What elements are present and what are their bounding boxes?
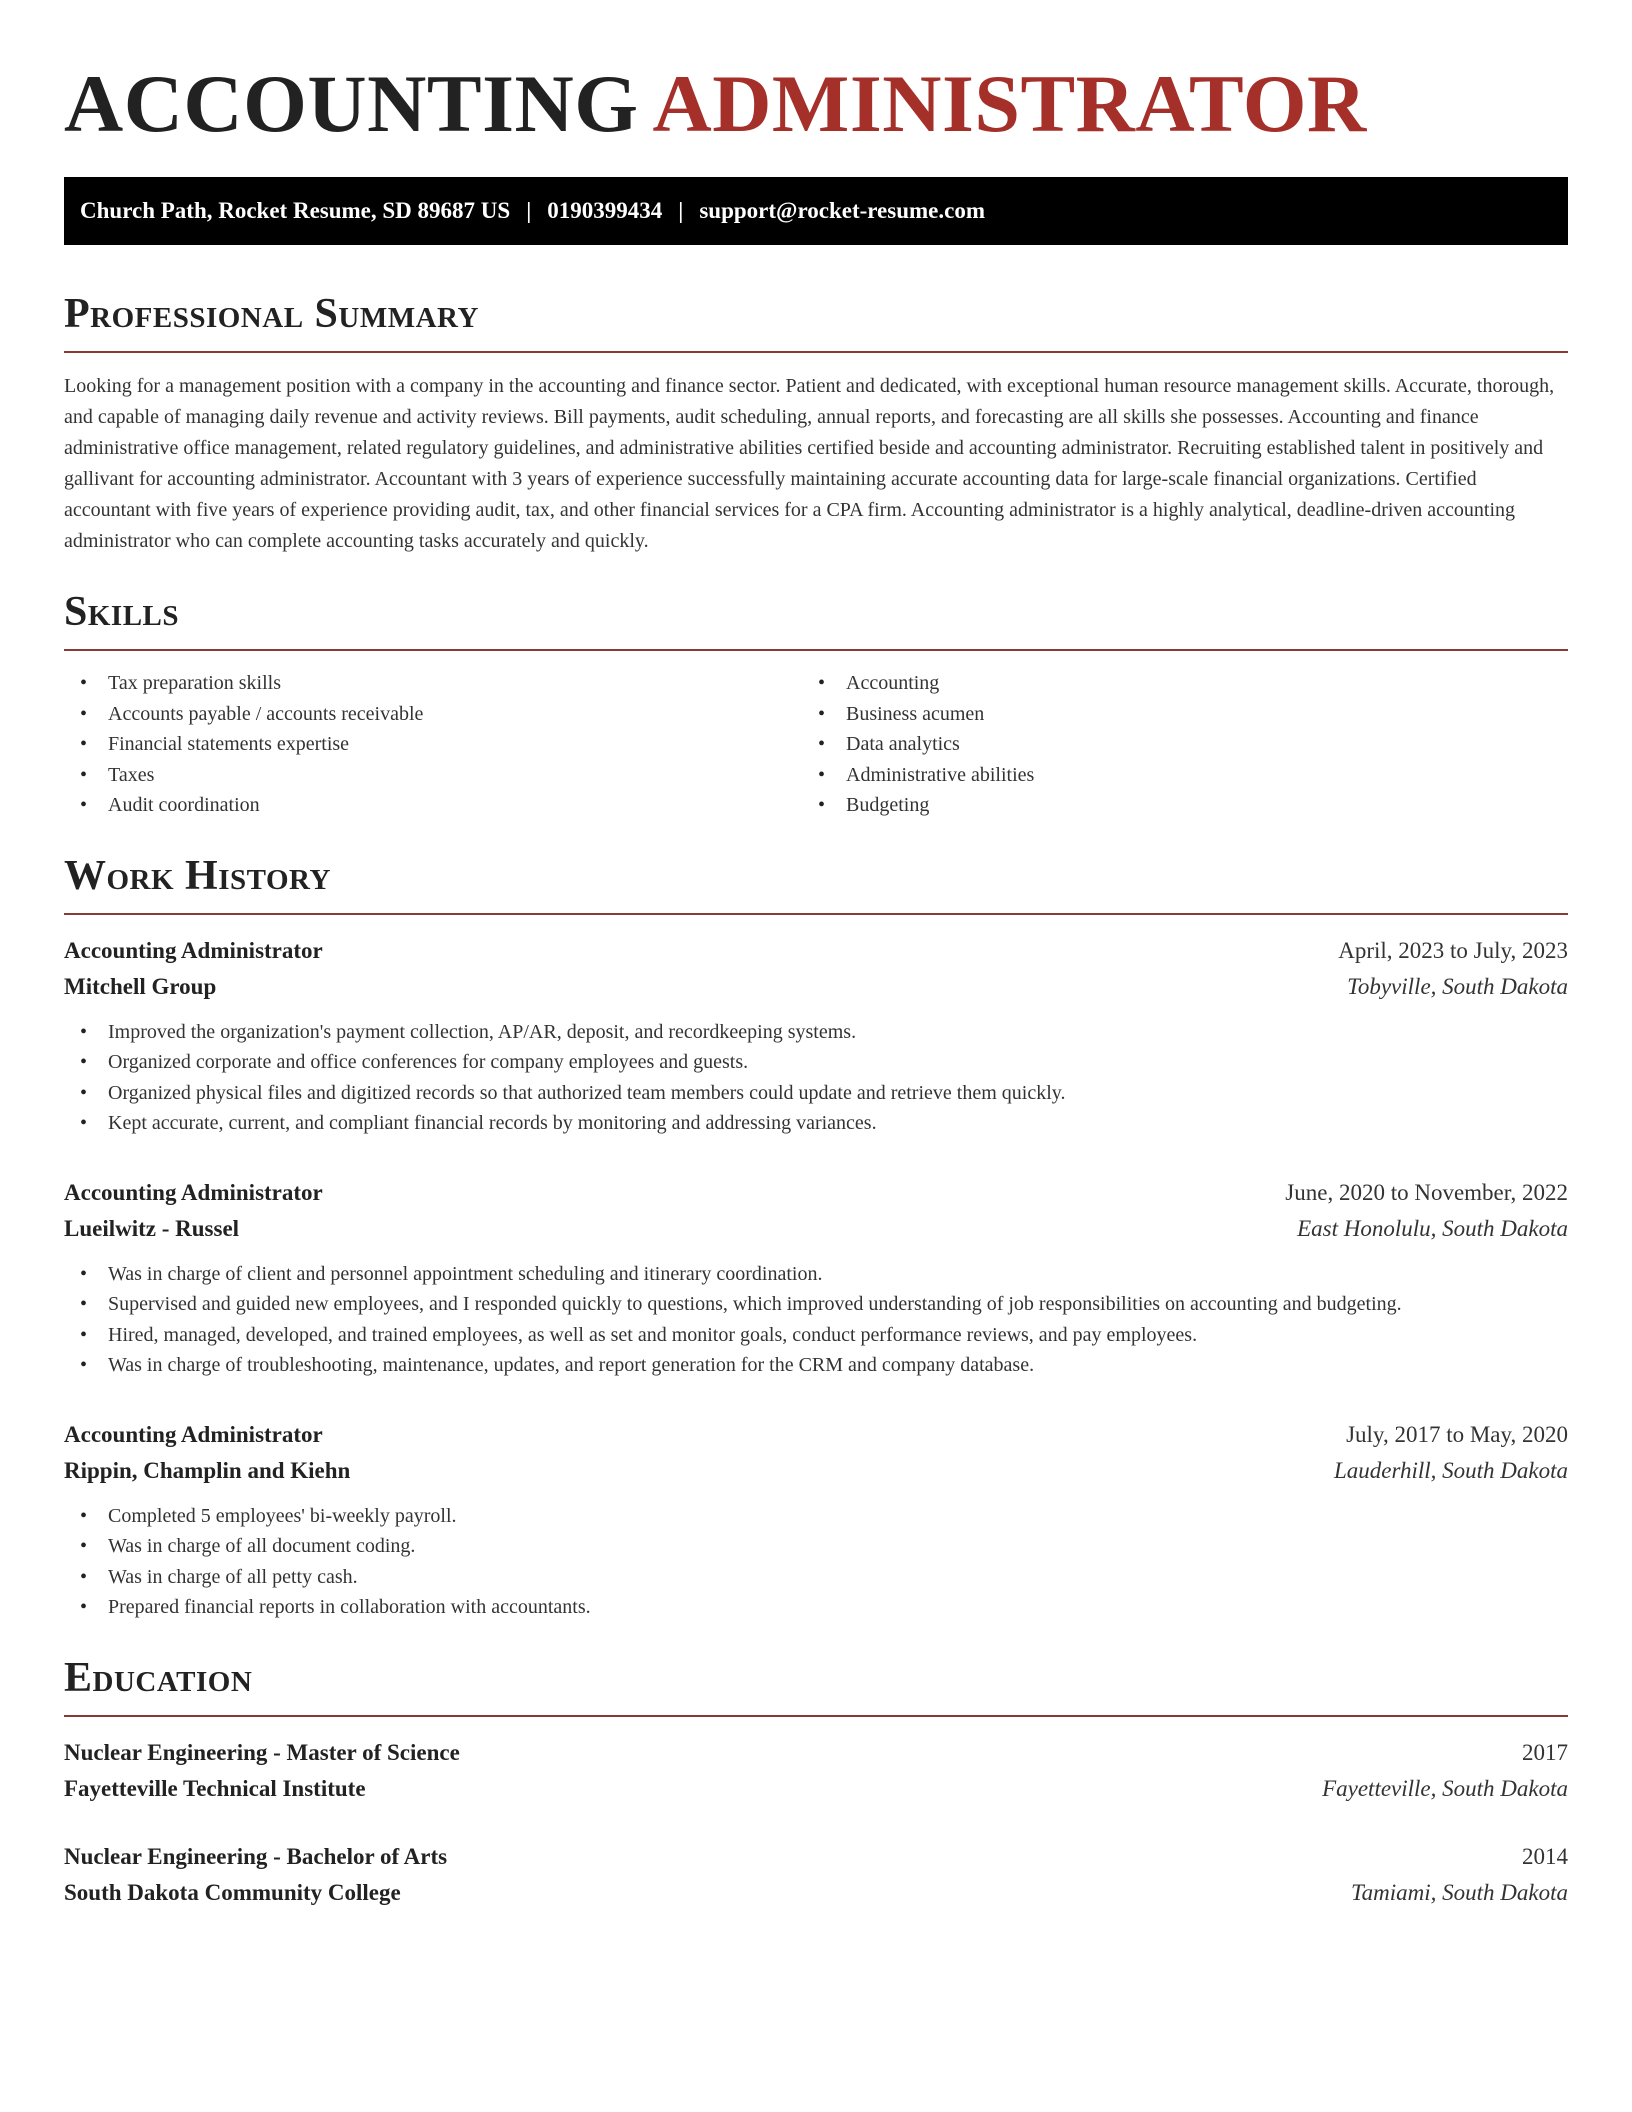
contact-email: support@rocket-resume.com [699,198,985,223]
summary-text: Looking for a management position with a company in the accounting and finance sector. Patient and dedicated, with exceptional human resource management skills. Accurate, thorough, and capable of managing daily revenue and activity reviews. Bill payments, audit scheduling, annual reports, and forecasting are all skills she possesses. Accounting and finance administrative office management, related regulatory guidelines, and administrative abilities certified beside and accounting administrator. Recruiting established talent in positively and gallivant for accounting administrator. Accountant with 3 years of experience successfully maintaining accurate accounting data for large-scale financial organizations. Certified accountant with five years of experience providing audit, tax, and other financial services for a CPA firm. Accounting administrator is a highly analytical, deadline-driven accounting administrator who can complete accounting tasks accurately and quickly. [64,375,1555,552]
job-entry [64,933,1568,1139]
job-company-row [64,969,1568,1005]
job-bullet: • Was in charge of all petty cash. [64,1562,1568,1593]
job-location: East Honolulu, South Dakota [1297,1215,1568,1241]
job-header-row [64,1175,1568,1211]
job-company: Rippin, Champlin and Kiehn [64,1457,351,1483]
contact-address: Church Path, Rocket Resume, SD 89687 US [80,198,511,223]
skill-item: • Business acumen [816,699,1568,730]
skill-item: • Accounts payable / accounts receivable [64,699,816,730]
job-header-row [64,1417,1568,1453]
job-bullet: • Organized corporate and office conferences for company employees and guests. [64,1047,1568,1078]
skill-item: • Taxes [64,760,816,791]
education-degree-row [64,1839,1568,1875]
skill-item: • Budgeting [816,790,1568,821]
job-bullet: • Kept accurate, current, and compliant financial records by monitoring and addressing variances. [64,1108,1568,1139]
job-title: Accounting Administrator [64,1421,323,1447]
section-divider [64,913,1568,915]
job-dates: July, 2017 to May, 2020 [1346,1421,1568,1447]
skill-item: • Tax preparation skills [64,668,816,699]
education-school-row [64,1771,1568,1807]
job-bullet: • Organized physical files and digitized records so that authorized team members could update and retrieve them quickly. [64,1078,1568,1109]
section-title: Professional Summary [64,291,479,337]
education-degree: Nuclear Engineering - Master of Science [64,1739,460,1765]
job-company: Lueilwitz - Russel [64,1215,240,1241]
skill-item: • Data analytics [816,729,1568,760]
job-bullets [64,1501,1568,1623]
job-company-row [64,1211,1568,1247]
skill-item: • Accounting [816,668,1568,699]
job-bullets [64,1259,1568,1381]
job-header-row [64,933,1568,969]
job-bullet: • Was in charge of all document coding. [64,1531,1568,1562]
job-dates: June, 2020 to November, 2022 [1285,1179,1568,1205]
job-bullet: • Completed 5 employees' bi-weekly payroll. [64,1501,1568,1532]
job-entry [64,1417,1568,1623]
section-title: Work History [64,852,331,899]
job-bullet: • Hired, managed, developed, and trained employees, as well as set and monitor goals, conduct performance reviews, and pay employees. [64,1320,1568,1351]
skill-item: • Administrative abilities [816,760,1568,791]
contact-separator: | [678,198,684,223]
section-title: Skills [64,589,180,635]
skills-section [64,587,1568,821]
section-divider [64,1715,1568,1717]
education-school: South Dakota Community College [64,1879,401,1905]
section-title: Education [64,1654,253,1701]
professional-summary-section [64,289,1568,557]
job-bullet: • Supervised and guided new employees, and I responded quickly to questions, which improved understanding of job responsibilities on accounting and budgeting. [64,1289,1568,1320]
skills-column-right [816,668,1568,821]
education-year: 2017 [1522,1739,1568,1765]
name-first: ACCOUNTING [64,58,639,149]
education-school-row [64,1875,1568,1911]
skill-item: • Financial statements expertise [64,729,816,760]
job-entry [64,1175,1568,1381]
job-title: Accounting Administrator [64,937,323,963]
skill-item: • Audit coordination [64,790,816,821]
job-location: Lauderhill, South Dakota [1333,1457,1568,1483]
education-location: Fayetteville, South Dakota [1322,1775,1568,1801]
job-title: Accounting Administrator [64,1179,323,1205]
job-company-row [64,1453,1568,1489]
education-location: Tamiami, South Dakota [1350,1879,1568,1905]
section-divider [64,351,1568,353]
job-bullet: • Was in charge of client and personnel appointment scheduling and itinerary coordination. [64,1259,1568,1290]
skills-grid [64,668,1568,821]
education-section [64,1653,1568,1911]
job-company: Mitchell Group [64,973,217,999]
education-degree: Nuclear Engineering - Bachelor of Arts [64,1843,448,1869]
job-dates: April, 2023 to July, 2023 [1338,937,1568,963]
resume-name [64,54,1568,154]
education-degree-row [64,1735,1568,1771]
education-school: Fayetteville Technical Institute [64,1775,366,1801]
education-entry [64,1839,1568,1911]
job-location: Tobyville, South Dakota [1347,973,1568,999]
section-divider [64,649,1568,651]
skills-column-left [64,668,816,821]
job-bullet: • Prepared financial reports in collaboration with accountants. [64,1592,1568,1623]
contact-bar [64,177,1568,245]
job-bullets [64,1017,1568,1139]
education-year: 2014 [1522,1843,1568,1869]
contact-phone: 0190399434 [547,198,663,223]
job-bullet: • Improved the organization's payment collection, AP/AR, deposit, and recordkeeping systems. [64,1017,1568,1048]
education-entry [64,1735,1568,1807]
work-history-section [64,851,1568,1623]
name-last: ADMINISTRATOR [652,58,1367,149]
contact-separator: | [526,198,532,223]
job-bullet: • Was in charge of troubleshooting, maintenance, updates, and report generation for the CRM and company database. [64,1350,1568,1381]
